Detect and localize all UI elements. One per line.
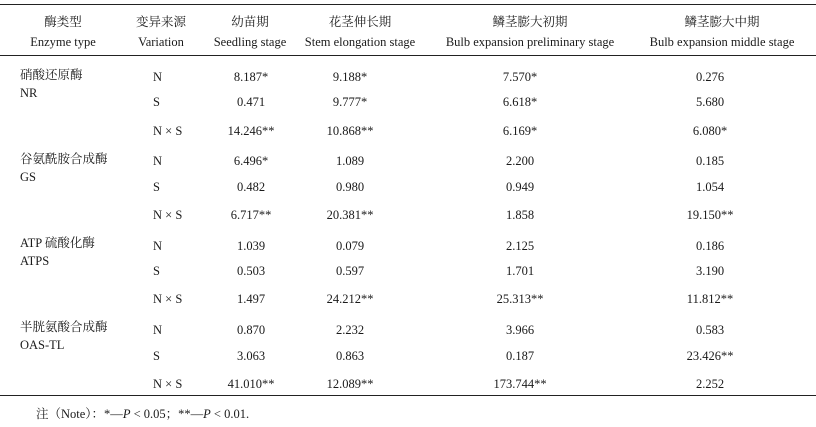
- seedling-value: 6.717**: [230, 208, 272, 222]
- bulb-preliminary-value: 3.966: [505, 323, 535, 337]
- footnote-p-symbol: P: [203, 407, 211, 421]
- header-seedling: [195, 12, 305, 52]
- enzyme-name-zh: 谷氨酰胺合成酶: [20, 152, 108, 166]
- enzyme-name-zh: ATP 硫酸化酶: [20, 236, 95, 250]
- enzyme-name-zh: 硝酸还原酶: [20, 68, 83, 82]
- seedling-value: 14.246**: [227, 124, 275, 138]
- header-enzyme-type-zh: 酶类型: [44, 15, 82, 29]
- enzyme-name-zh: 半胱氨酸合成酶: [20, 320, 108, 334]
- footnote-prefix: 注（Note）：*—: [36, 407, 123, 421]
- header-seedling-en: Seedling stage: [213, 35, 287, 49]
- header-stem-elongation-en: Stem elongation stage: [304, 35, 416, 49]
- header-bulb-middle-en: Bulb expansion middle stage: [649, 35, 795, 49]
- header-variation: [126, 12, 196, 52]
- stem-value: 10.868**: [326, 124, 374, 138]
- seedling-value: 0.482: [236, 180, 266, 194]
- bulb-middle-value: 0.583: [695, 323, 725, 337]
- seedling-value: 6.496*: [233, 154, 269, 168]
- stem-value: 0.079: [335, 239, 365, 253]
- bulb-preliminary-value: 25.313**: [496, 292, 544, 306]
- bulb-preliminary-value: 0.949: [505, 180, 535, 194]
- header-seedling-zh: 幼苗期: [231, 15, 269, 29]
- header-enzyme-type: [18, 12, 108, 52]
- enzyme-label: [20, 66, 83, 102]
- stem-value: 2.232: [335, 323, 365, 337]
- header-bulb-middle: [632, 12, 812, 52]
- header-bulb-preliminary-zh: 鳞茎膨大初期: [492, 15, 568, 29]
- header-stem-elongation-zh: 花茎伸长期: [328, 15, 392, 29]
- table-top-rule: [0, 4, 816, 5]
- footnote-suffix: < 0.01.: [210, 407, 250, 421]
- enzyme-name-en: NR: [20, 86, 38, 100]
- bulb-middle-value: 0.276: [695, 70, 725, 84]
- header-enzyme-type-en: Enzyme type: [30, 35, 96, 49]
- enzyme-label: [20, 150, 108, 186]
- header-variation-zh: 变异来源: [135, 15, 186, 29]
- bulb-preliminary-value: 173.744**: [493, 377, 547, 391]
- seedling-value: 8.187*: [233, 70, 269, 84]
- variation-cell: S: [153, 180, 160, 194]
- bulb-middle-value: 23.426**: [686, 349, 734, 363]
- seedling-value: 3.063: [236, 349, 266, 363]
- stem-value: 12.089**: [326, 377, 374, 391]
- variation-cell: N × S: [153, 124, 183, 138]
- bulb-middle-value: 1.054: [695, 180, 725, 194]
- enzyme-label: [20, 234, 95, 270]
- table-footnote: [36, 404, 249, 422]
- bulb-middle-value: 0.185: [695, 154, 725, 168]
- enzyme-name-en: OAS-TL: [20, 338, 65, 352]
- bulb-preliminary-value: 7.570*: [502, 70, 538, 84]
- seedling-value: 1.039: [236, 239, 266, 253]
- stem-value: 0.597: [335, 264, 365, 278]
- bulb-preliminary-value: 2.200: [505, 154, 535, 168]
- variation-cell: S: [153, 95, 160, 109]
- header-variation-en: Variation: [138, 35, 184, 49]
- stem-value: 0.980: [335, 180, 365, 194]
- bulb-preliminary-value: 0.187: [505, 349, 535, 363]
- header-stem-elongation: [295, 12, 425, 52]
- bulb-preliminary-value: 6.169*: [502, 124, 538, 138]
- header-bulb-preliminary-en: Bulb expansion preliminary stage: [445, 35, 615, 49]
- enzyme-label: [20, 318, 108, 354]
- header-bottom-rule: [0, 55, 816, 56]
- variation-cell: N: [153, 239, 163, 253]
- variation-cell: S: [153, 349, 160, 363]
- bulb-preliminary-value: 1.858: [505, 208, 535, 222]
- variation-cell: S: [153, 264, 160, 278]
- stem-value: 9.777*: [332, 95, 368, 109]
- bulb-middle-value: 5.680: [695, 95, 725, 109]
- variation-cell: N × S: [153, 208, 183, 222]
- variation-cell: N: [153, 70, 163, 84]
- bulb-middle-value: 11.812**: [686, 292, 734, 306]
- bulb-preliminary-value: 1.701: [505, 264, 535, 278]
- seedling-value: 0.471: [236, 95, 266, 109]
- footnote-mid: < 0.05；**—: [130, 407, 204, 421]
- bulb-middle-value: 19.150**: [686, 208, 734, 222]
- enzyme-name-en: GS: [20, 170, 36, 184]
- stem-value: 1.089: [335, 154, 365, 168]
- variation-cell: N: [153, 154, 163, 168]
- seedling-value: 1.497: [236, 292, 266, 306]
- bulb-preliminary-value: 6.618*: [502, 95, 538, 109]
- seedling-value: 41.010**: [227, 377, 275, 391]
- variation-cell: N: [153, 323, 163, 337]
- stem-value: 20.381**: [326, 208, 374, 222]
- footnote-p-symbol: P: [122, 407, 131, 421]
- variation-cell: N × S: [153, 292, 183, 306]
- bulb-middle-value: 2.252: [695, 377, 725, 391]
- stem-value: 9.188*: [332, 70, 368, 84]
- stem-value: 0.863: [335, 349, 365, 363]
- enzyme-name-en: ATPS: [20, 254, 50, 268]
- header-bulb-middle-zh: 鳞茎膨大中期: [684, 15, 760, 29]
- table-bottom-rule: [0, 395, 816, 396]
- bulb-middle-value: 6.080*: [692, 124, 728, 138]
- seedling-value: 0.870: [236, 323, 266, 337]
- header-bulb-preliminary: [430, 12, 630, 52]
- variation-cell: N × S: [153, 377, 183, 391]
- bulb-preliminary-value: 2.125: [505, 239, 535, 253]
- bulb-middle-value: 0.186: [695, 239, 725, 253]
- stem-value: 24.212**: [326, 292, 374, 306]
- seedling-value: 0.503: [236, 264, 266, 278]
- bulb-middle-value: 3.190: [695, 264, 725, 278]
